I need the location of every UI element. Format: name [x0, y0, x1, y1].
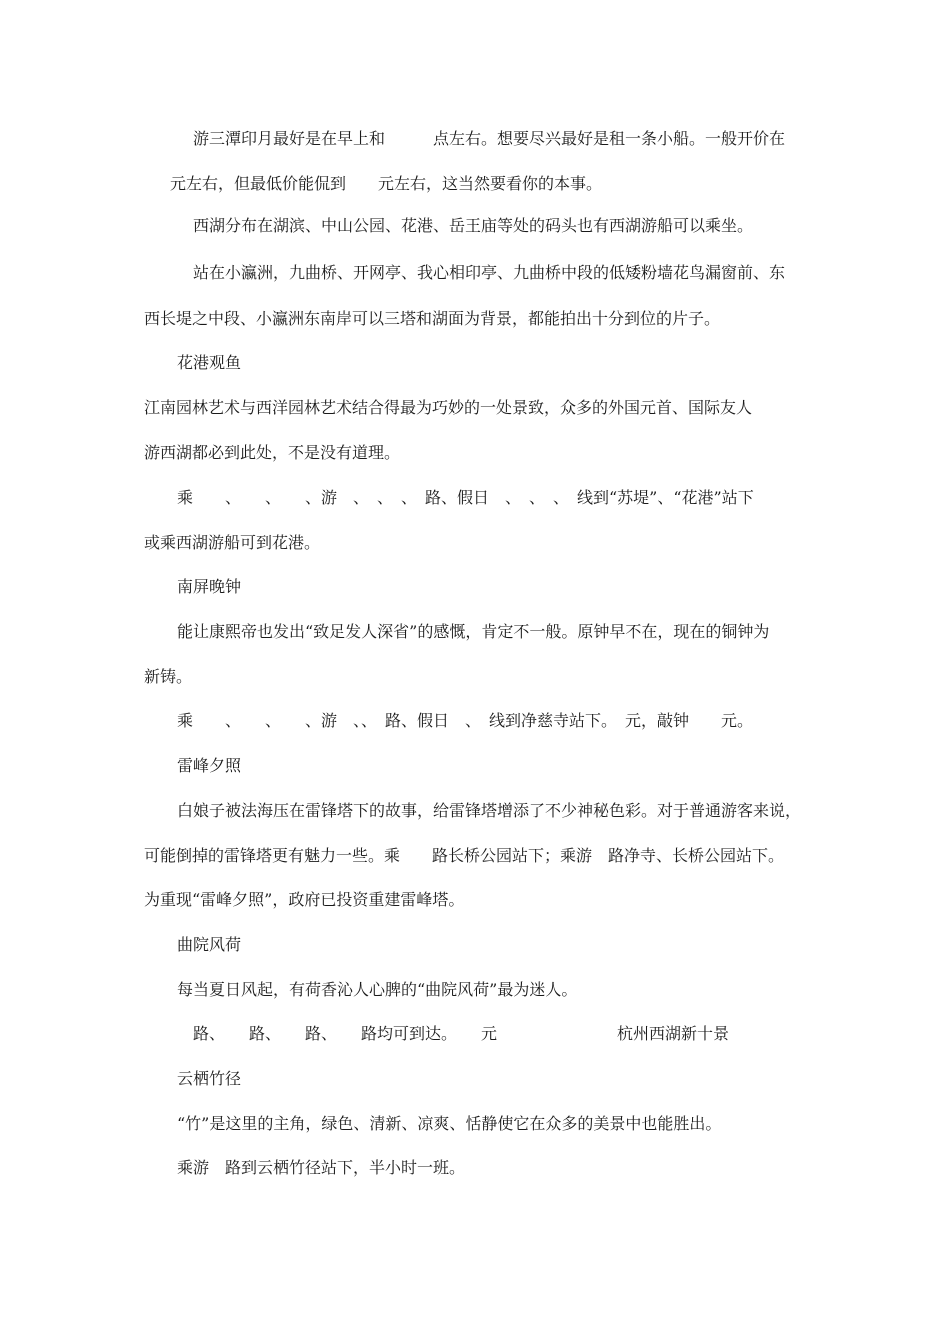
paragraph-line: 乘 、 、 、游 、 、 、 路、假日 、 、 、 线到“苏堤”、“花港”站下 [177, 488, 754, 507]
paragraph-line: 路、 路、 路、 路均可到达。 元 [193, 1024, 498, 1043]
paragraph-line: 新铸。 [144, 667, 193, 686]
section-heading: 云栖竹径 [177, 1069, 242, 1088]
paragraph-line: 可能倒掉的雷锋塔更有魅力一些。乘 路长桥公园站下；乘游 路净寺、长桥公园站下。 [144, 846, 785, 865]
paragraph-line: “竹”是这里的主角，绿色、清新、凉爽、恬静使它在众多的美景中也能胜出。 [177, 1114, 722, 1133]
paragraph-line: 游三潭印月最好是在早上和 点左右。想要尽兴最好是租一条小船。一般开价在 [193, 129, 786, 148]
section-heading: 曲院风荷 [177, 935, 242, 954]
paragraph-line: 站在小瀛洲，九曲桥、开网亭、我心相印亭、九曲桥中段的低矮粉墙花鸟漏窗前、东 [193, 263, 786, 282]
paragraph-line: 西长堤之中段、小瀛洲东南岸可以三塔和湖面为背景，都能拍出十分到位的片子。 [144, 309, 721, 328]
section-heading: 南屏晚钟 [177, 577, 242, 596]
paragraph-line: 白娘子被法海压在雷锋塔下的故事，给雷锋塔增添了不少神秘色彩。对于普通游客来说， [177, 801, 802, 820]
paragraph-line: 元左右，但最低价能侃到 元左右，这当然要看你的本事。 [170, 174, 603, 193]
paragraph-line: 游西湖都必到此处，不是没有道理。 [144, 443, 401, 462]
section-heading: 花港观鱼 [177, 353, 242, 372]
paragraph-line: 能让康熙帝也发出“致足发人深省”的感慨，肯定不一般。原钟早不在，现在的铜钟为 [177, 622, 770, 641]
paragraph-line: 乘 、 、 、游 、、 路、假日 、 线到净慈寺站下。 元，敲钟 元。 [177, 711, 754, 730]
paragraph-line: 每当夏日风起，有荷香沁人心脾的“曲院风荷”最为迷人。 [177, 980, 578, 999]
paragraph-line: 或乘西湖游船可到花港。 [144, 533, 321, 552]
paragraph-line: 西湖分布在湖滨、中山公园、花港、岳王庙等处的码头也有西湖游船可以乘坐。 [193, 216, 754, 235]
section-heading: 雷峰夕照 [177, 756, 242, 775]
section-heading: 杭州西湖新十景 [617, 1024, 730, 1043]
paragraph-line: 乘游 路到云栖竹径站下，半小时一班。 [177, 1158, 466, 1177]
paragraph-line: 为重现“雷峰夕照”，政府已投资重建雷峰塔。 [144, 890, 465, 909]
paragraph-line: 江南园林艺术与西洋园林艺术结合得最为巧妙的一处景致，众多的外国元首、国际友人 [144, 398, 753, 417]
